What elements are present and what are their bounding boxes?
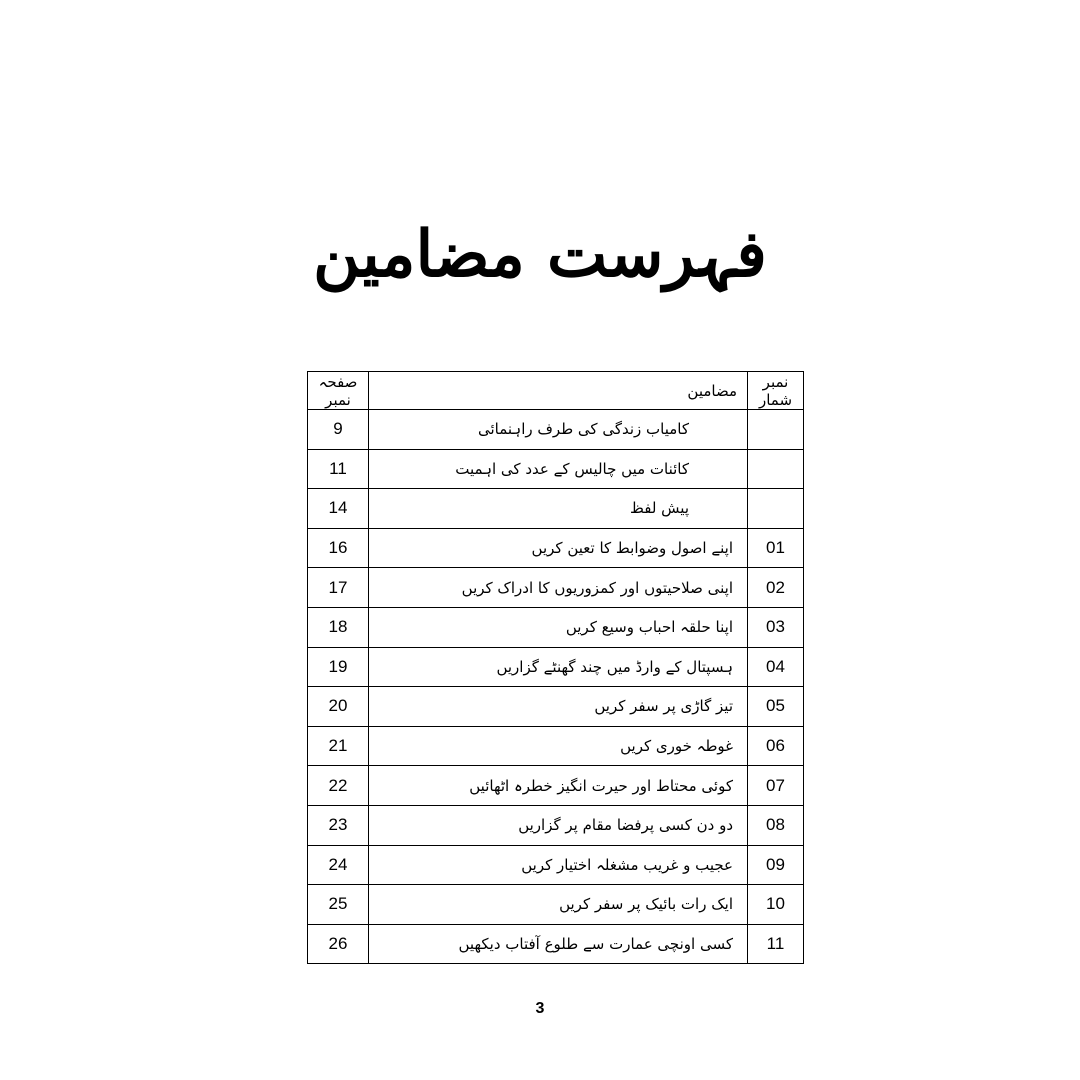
table-row xyxy=(308,410,804,450)
topic-cell: غوطہ خوری کریں xyxy=(369,726,748,766)
topic-cell: عجیب و غریب مشغلہ اختیار کریں xyxy=(369,845,748,885)
serial-number-cell: 11 xyxy=(748,924,804,964)
serial-number-cell: 06 xyxy=(748,726,804,766)
topic-cell: کامیاب زندگی کی طرف راہنمائی xyxy=(369,410,748,450)
serial-number-cell: 05 xyxy=(748,687,804,727)
table-row xyxy=(308,528,804,568)
page-number-cell: 20 xyxy=(308,687,369,727)
topic-cell: دو دن کسی پرفضا مقام پر گزاریں xyxy=(369,805,748,845)
topic-cell: اپنا حلقہ احباب وسیع کریں xyxy=(369,607,748,647)
table-row xyxy=(308,607,804,647)
topic-cell: کسی اونچی عمارت سے طلوع آفتاب دیکھیں xyxy=(369,924,748,964)
header-page-number: صفحہ نمبر xyxy=(308,372,369,410)
serial-number-cell: 04 xyxy=(748,647,804,687)
page-folio: 3 xyxy=(535,1000,545,1017)
serial-number-cell: 07 xyxy=(748,766,804,806)
table-row xyxy=(308,845,804,885)
serial-number-cell xyxy=(748,489,804,529)
table-row xyxy=(308,449,804,489)
page-number-cell: 18 xyxy=(308,607,369,647)
topic-cell: کوئی محتاط اور حیرت انگیز خطرہ اٹھائیں xyxy=(369,766,748,806)
page-number-cell: 23 xyxy=(308,805,369,845)
header-serial-number: نمبر شمار xyxy=(748,372,804,410)
page-number-cell: 16 xyxy=(308,528,369,568)
contents-table xyxy=(307,371,804,964)
header-topics: مضامین xyxy=(369,372,748,410)
topic-cell: کائنات میں چالیس کے عدد کی اہمیت xyxy=(369,449,748,489)
table-row xyxy=(308,687,804,727)
page-number-cell: 22 xyxy=(308,766,369,806)
table-row xyxy=(308,568,804,608)
topic-cell: پیش لفظ xyxy=(369,489,748,529)
topic-cell: تیز گاڑی پر سفر کریں xyxy=(369,687,748,727)
table-body xyxy=(308,410,804,964)
page-number-cell: 26 xyxy=(308,924,369,964)
page-number-cell: 17 xyxy=(308,568,369,608)
page-number-cell: 25 xyxy=(308,885,369,925)
topic-cell: اپنی صلاحیتوں اور کمزوریوں کا ادراک کریں xyxy=(369,568,748,608)
serial-number-cell: 01 xyxy=(748,528,804,568)
serial-number-cell: 08 xyxy=(748,805,804,845)
table-row xyxy=(308,805,804,845)
serial-number-cell: 10 xyxy=(748,885,804,925)
topic-cell: ایک رات بائیک پر سفر کریں xyxy=(369,885,748,925)
table-row xyxy=(308,885,804,925)
page-number-cell: 14 xyxy=(308,489,369,529)
table-row xyxy=(308,647,804,687)
page-title: فہرست مضامین xyxy=(313,217,767,292)
serial-number-cell: 09 xyxy=(748,845,804,885)
page-number-cell: 21 xyxy=(308,726,369,766)
page-number-cell: 11 xyxy=(308,449,369,489)
table-row xyxy=(308,726,804,766)
serial-number-cell: 03 xyxy=(748,607,804,647)
page-number-cell: 19 xyxy=(308,647,369,687)
table-row xyxy=(308,489,804,529)
table-row xyxy=(308,766,804,806)
table-row xyxy=(308,924,804,964)
page-number-cell: 24 xyxy=(308,845,369,885)
serial-number-cell xyxy=(748,449,804,489)
table-header-row xyxy=(308,372,804,410)
topic-cell: اپنے اصول وضوابط کا تعین کریں xyxy=(369,528,748,568)
serial-number-cell: 02 xyxy=(748,568,804,608)
topic-cell: ہسپتال کے وارڈ میں چند گھنٹے گزاریں xyxy=(369,647,748,687)
page-number-cell: 9 xyxy=(308,410,369,450)
serial-number-cell xyxy=(748,410,804,450)
